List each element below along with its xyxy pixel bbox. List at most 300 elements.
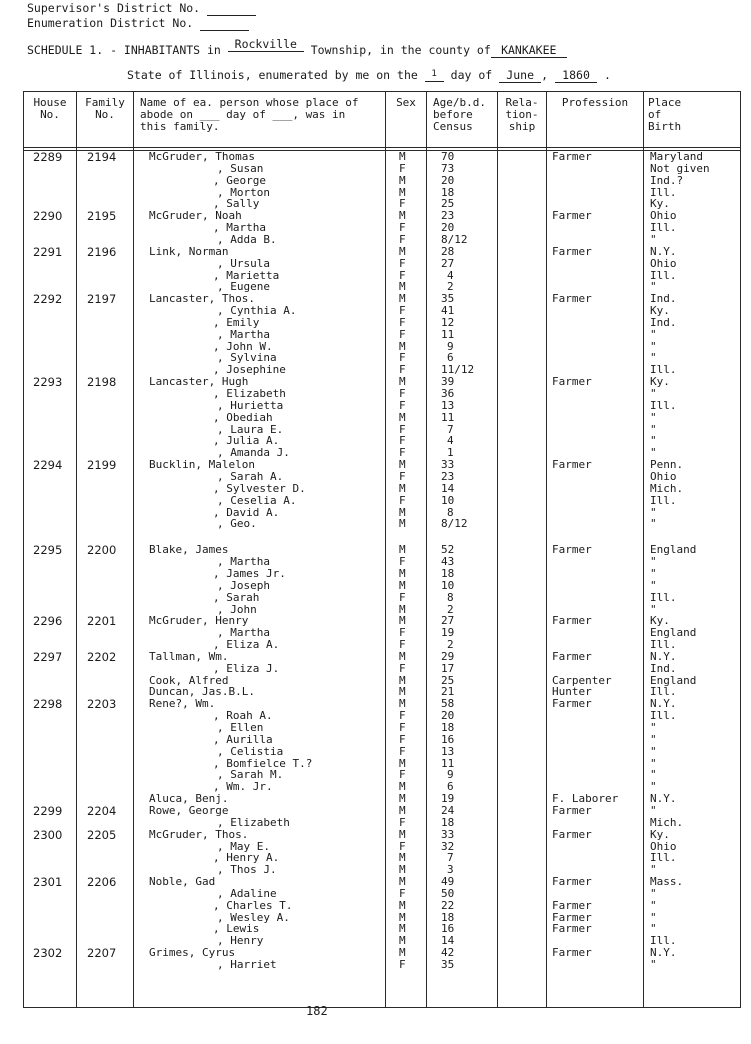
- cell-birth: England: [650, 673, 697, 687]
- cell-sex: M: [399, 375, 406, 389]
- cell-sex: F: [399, 398, 406, 412]
- cell-family: 2198: [87, 375, 117, 390]
- cell-age: 2: [447, 280, 454, 294]
- cell-name: , Elizabeth: [213, 387, 286, 400]
- cell-family: 2195: [87, 209, 117, 224]
- cell-name: Rowe, George: [149, 803, 229, 817]
- cell-sex: F: [399, 768, 406, 782]
- table-top-border: [23, 91, 741, 92]
- cell-age: 17: [441, 661, 455, 675]
- cell-age: 4: [447, 268, 454, 282]
- cell-age: 11/12: [441, 363, 475, 377]
- cell-family: 2194: [87, 150, 117, 164]
- cell-prof: Farmer: [552, 292, 592, 306]
- cell-birth: Ky.: [650, 197, 670, 211]
- table-bottom-border: [23, 1007, 741, 1008]
- cell-birth: ": [650, 387, 657, 400]
- cell-age: 11: [441, 327, 455, 341]
- cell-sex: F: [399, 661, 406, 675]
- cell-birth: ": [650, 555, 657, 569]
- cell-prof: Farmer: [552, 543, 592, 557]
- cell-sex: M: [399, 173, 406, 187]
- cell-name: , Lewis: [213, 922, 260, 936]
- cell-name: , David A.: [213, 505, 280, 519]
- cell-age: 28: [441, 244, 455, 258]
- cell-age: 32: [441, 839, 455, 853]
- cell-birth: Not given: [650, 161, 710, 175]
- cell-age: 50: [441, 886, 455, 900]
- township-name: Rockville: [228, 38, 304, 52]
- cell-age: 39: [441, 375, 455, 389]
- cell-name: , Adaline: [217, 886, 277, 900]
- cell-birth: ": [650, 327, 657, 341]
- cell-name: , Martha: [217, 555, 270, 569]
- cell-prof: Farmer: [552, 946, 592, 960]
- cell-name: Lancaster, Thos.: [149, 292, 255, 306]
- cell-age: 8/12: [441, 232, 468, 246]
- cell-age: 41: [441, 304, 455, 317]
- cell-name: , Hurietta: [217, 398, 284, 412]
- cell-age: 20: [441, 221, 455, 235]
- cell-age: 13: [441, 744, 455, 758]
- cell-name: , Emily: [213, 315, 260, 329]
- cell-birth: Ill.: [650, 221, 677, 235]
- cell-birth: ": [650, 863, 657, 877]
- cell-birth: Ky.: [650, 304, 670, 317]
- cell-age: 24: [441, 803, 455, 817]
- cell-name: , Henry: [217, 934, 264, 948]
- cell-sex: F: [399, 886, 406, 900]
- cell-sex: M: [399, 578, 406, 592]
- cell-age: 9: [447, 768, 454, 782]
- cell-house: 2296: [33, 614, 63, 629]
- cell-age: 1: [447, 446, 454, 460]
- cell-birth: N.Y.: [650, 649, 677, 663]
- cell-family: 2196: [87, 244, 117, 259]
- cell-name: , Henry A.: [213, 851, 280, 865]
- cell-name: Rene?, Wm.: [149, 697, 216, 711]
- cell-house: 2299: [33, 803, 63, 818]
- cell-house: 2292: [33, 292, 63, 307]
- cell-sex: F: [399, 709, 406, 723]
- cell-name: , John W.: [213, 339, 273, 353]
- cell-age: 18: [441, 721, 455, 734]
- cell-age: 29: [441, 649, 455, 663]
- cell-prof: Farmer: [552, 244, 592, 258]
- cell-house: 2294: [33, 458, 63, 473]
- cell-sex: M: [399, 481, 406, 495]
- cell-birth: ": [650, 280, 657, 294]
- cell-sex: M: [399, 614, 406, 628]
- cell-name: , Josephine: [213, 363, 286, 377]
- cell-sex: M: [399, 934, 406, 948]
- cell-name: , Ceselia A.: [217, 493, 297, 507]
- cell-age: 49: [441, 875, 455, 888]
- cell-name: , Martha: [217, 327, 270, 341]
- cell-birth: N.Y.: [650, 697, 677, 711]
- cell-sex: F: [399, 732, 406, 746]
- cell-age: 6: [447, 351, 454, 365]
- cell-birth: Ohio: [650, 839, 677, 853]
- cell-name: , Wesley A.: [217, 910, 290, 924]
- cell-house: 2289: [33, 150, 63, 164]
- cell-age: 18: [441, 815, 455, 829]
- cell-age: 18: [441, 910, 455, 924]
- col-divider: [497, 91, 498, 1008]
- schedule-line: SCHEDULE 1. - INHABITANTS in Rockville Township, in the county of KANKAKEE: [27, 44, 567, 58]
- cell-family: 2207: [87, 946, 117, 961]
- cell-house: 2291: [33, 244, 63, 259]
- cell-sex: M: [399, 649, 406, 663]
- cell-name: McGruder, Thos.: [149, 827, 249, 841]
- cell-birth: Ind.: [650, 661, 677, 675]
- cell-sex: M: [399, 685, 406, 699]
- cell-prof: Farmer: [552, 150, 592, 163]
- cell-sex: M: [399, 339, 406, 353]
- cell-sex: M: [399, 505, 406, 519]
- cell-name: , Celistia: [217, 744, 284, 758]
- cell-birth: ": [650, 434, 657, 448]
- cell-name: , May E.: [217, 839, 270, 853]
- cell-house: 2302: [33, 946, 63, 961]
- header-bottom-rule-2: [23, 150, 741, 151]
- col-divider: [76, 91, 77, 1008]
- cell-prof: Farmer: [552, 875, 592, 888]
- cell-birth: England: [650, 626, 697, 640]
- cell-family: 2205: [87, 827, 117, 842]
- cell-sex: M: [399, 150, 406, 163]
- cell-name: , Marietta: [213, 268, 280, 282]
- cell-name: , Julia A.: [213, 434, 280, 448]
- cell-age: 23: [441, 470, 455, 483]
- cell-birth: Ill.: [650, 185, 677, 199]
- cell-sex: M: [399, 827, 406, 841]
- cell-sex: M: [399, 875, 406, 888]
- cell-prof: Farmer: [552, 458, 592, 472]
- cell-age: 4: [447, 434, 454, 448]
- cell-birth: Ill.: [650, 685, 677, 699]
- supervisor-district-label: Supervisor's District No.: [27, 2, 256, 16]
- cell-name: , Aurilla: [213, 732, 273, 746]
- cell-sex: F: [399, 590, 406, 604]
- cell-birth: ": [650, 732, 657, 746]
- cell-birth: ": [650, 744, 657, 758]
- cell-family: 2197: [87, 292, 117, 307]
- cell-sex: M: [399, 244, 406, 258]
- cell-age: 6: [447, 780, 454, 794]
- cell-age: 2: [447, 602, 454, 616]
- cell-age: 8/12: [441, 517, 468, 531]
- cell-prof: Farmer: [552, 922, 592, 936]
- cell-birth: Ill.: [650, 638, 677, 651]
- cell-name: , Laura E.: [217, 422, 284, 436]
- cell-sex: F: [399, 268, 406, 282]
- cell-birth: Ky.: [650, 375, 670, 389]
- cell-sex: F: [399, 232, 406, 246]
- col-divider: [23, 91, 24, 1008]
- cell-name: Cook, Alfred: [149, 673, 229, 687]
- cell-sex: F: [399, 626, 406, 640]
- cell-name: Grimes, Cyrus: [149, 946, 236, 960]
- cell-age: 16: [441, 922, 455, 936]
- cell-sex: M: [399, 292, 406, 306]
- cell-birth: N.Y.: [650, 792, 677, 806]
- enumeration-day: 1: [425, 68, 444, 82]
- cell-name: , Eugene: [217, 280, 270, 294]
- col-header-sex: Sex: [396, 96, 416, 109]
- cell-sex: F: [399, 351, 406, 365]
- cell-name: , Ellen: [217, 721, 264, 734]
- cell-prof: Farmer: [552, 614, 592, 628]
- cell-sex: F: [399, 363, 406, 377]
- cell-name: Link, Norman: [149, 244, 229, 258]
- col-divider: [546, 91, 547, 1008]
- cell-sex: F: [399, 555, 406, 569]
- cell-age: 14: [441, 934, 455, 948]
- cell-age: 70: [441, 150, 455, 163]
- cell-age: 23: [441, 209, 455, 223]
- cell-age: 11: [441, 410, 455, 424]
- cell-name: , Martha: [213, 221, 266, 235]
- cell-age: 10: [441, 578, 455, 592]
- col-divider: [133, 91, 134, 1008]
- cell-name: , Wm. Jr.: [213, 780, 273, 794]
- cell-sex: M: [399, 280, 406, 294]
- cell-birth: Ind.?: [650, 173, 684, 187]
- cell-sex: F: [399, 721, 406, 734]
- cell-house: 2290: [33, 209, 63, 224]
- cell-name: , Susan: [217, 161, 264, 175]
- cell-sex: M: [399, 410, 406, 424]
- cell-prof: Farmer: [552, 375, 592, 389]
- cell-age: 25: [441, 197, 455, 211]
- cell-birth: ": [650, 780, 657, 794]
- cell-birth: Mich.: [650, 481, 684, 495]
- col-header-house: House No.: [33, 96, 67, 121]
- cell-sex: F: [399, 256, 406, 270]
- header-bottom-rule: [23, 147, 741, 148]
- cell-name: , Charles T.: [213, 898, 293, 912]
- cell-age: 20: [441, 173, 455, 187]
- cell-name: , John: [217, 602, 257, 616]
- cell-age: 27: [441, 256, 455, 270]
- cell-birth: ": [650, 756, 657, 770]
- county-name: KANKAKEE: [491, 44, 567, 58]
- cell-prof: Farmer: [552, 697, 592, 711]
- cell-name: Bucklin, Malelon: [149, 458, 255, 472]
- cell-age: 16: [441, 732, 455, 746]
- col-header-birthplace: Place of Birth: [648, 96, 682, 133]
- cell-birth: ": [650, 446, 657, 460]
- cell-age: 13: [441, 398, 455, 412]
- cell-sex: F: [399, 839, 406, 853]
- cell-age: 7: [447, 851, 454, 865]
- cell-birth: Ill.: [650, 851, 677, 865]
- cell-sex: M: [399, 756, 406, 770]
- col-header-name: Name of ea. person whose place of abode on ___ day of ___, was in this family.: [140, 96, 359, 133]
- cell-sex: F: [399, 744, 406, 758]
- cell-sex: M: [399, 946, 406, 960]
- col-divider: [740, 91, 741, 1008]
- cell-birth: ": [650, 351, 657, 365]
- cell-age: 36: [441, 387, 455, 400]
- cell-sex: M: [399, 803, 406, 817]
- cell-sex: F: [399, 446, 406, 460]
- cell-sex: M: [399, 780, 406, 794]
- census-table: [23, 91, 741, 1008]
- cell-age: 19: [441, 626, 455, 640]
- cell-age: 7: [447, 422, 454, 436]
- cell-prof: Hunter: [552, 685, 592, 699]
- col-divider: [426, 91, 427, 1008]
- cell-house: 2297: [33, 649, 63, 664]
- cell-name: , Harriet: [217, 958, 277, 971]
- cell-sex: F: [399, 387, 406, 400]
- cell-prof: Farmer: [552, 827, 592, 841]
- cell-name: , Sarah M.: [217, 768, 284, 782]
- cell-sex: M: [399, 517, 406, 531]
- cell-name: , Ursula: [217, 256, 270, 270]
- cell-sex: M: [399, 458, 406, 472]
- cell-sex: F: [399, 470, 406, 483]
- cell-birth: Ill.: [650, 934, 677, 948]
- cell-birth: ": [650, 505, 657, 519]
- cell-name: Aluca, Benj.: [149, 792, 229, 806]
- cell-birth: ": [650, 566, 657, 580]
- cell-name: , Martha: [217, 626, 270, 640]
- cell-sex: F: [399, 304, 406, 317]
- cell-sex: F: [399, 197, 406, 211]
- cell-age: 9: [447, 339, 454, 353]
- cell-birth: Ky.: [650, 827, 670, 841]
- cell-birth: ": [650, 721, 657, 734]
- cell-birth: N.Y.: [650, 244, 677, 258]
- cell-birth: ": [650, 910, 657, 924]
- cell-birth: Ky.: [650, 614, 670, 628]
- cell-birth: N.Y.: [650, 946, 677, 960]
- enumeration-year: 1860: [555, 69, 597, 83]
- cell-age: 18: [441, 566, 455, 580]
- cell-name: Duncan, Jas.B.L.: [149, 685, 255, 699]
- cell-name: , Roah A.: [213, 709, 273, 723]
- cell-family: 2202: [87, 649, 117, 664]
- state-line: State of Illinois, enumerated by me on the 1 day of June , 1860 .: [127, 68, 611, 82]
- cell-prof: Farmer: [552, 898, 592, 912]
- cell-name: Noble, Gad: [149, 875, 216, 888]
- cell-sex: M: [399, 863, 406, 877]
- cell-sex: F: [399, 315, 406, 329]
- cell-name: , Joseph: [217, 578, 270, 592]
- cell-birth: Ill.: [650, 398, 677, 412]
- cell-family: 2200: [87, 543, 117, 558]
- cell-sex: F: [399, 327, 406, 341]
- cell-age: 11: [441, 756, 455, 770]
- cell-sex: M: [399, 922, 406, 936]
- cell-birth: Ohio: [650, 209, 677, 223]
- cell-house: 2293: [33, 375, 63, 390]
- cell-family: 2203: [87, 697, 117, 712]
- cell-birth: Mich.: [650, 815, 684, 829]
- cell-birth: Ill.: [650, 493, 677, 507]
- enumeration-month: June: [499, 69, 541, 83]
- cell-sex: M: [399, 543, 406, 557]
- cell-house: 2298: [33, 697, 63, 712]
- cell-birth: ": [650, 232, 657, 246]
- cell-birth: ": [650, 422, 657, 436]
- cell-age: 8: [447, 590, 454, 604]
- enumeration-district-label: Enumeration District No.: [27, 17, 249, 31]
- cell-name: , Obediah: [213, 410, 273, 424]
- cell-birth: Ill.: [650, 268, 677, 282]
- cell-name: , Morton: [217, 185, 270, 199]
- cell-sex: F: [399, 434, 406, 448]
- cell-sex: M: [399, 792, 406, 806]
- cell-name: , Adda B.: [217, 232, 277, 246]
- cell-birth: Ill.: [650, 709, 677, 723]
- cell-sex: M: [399, 602, 406, 616]
- cell-prof: F. Laborer: [552, 792, 619, 806]
- cell-name: , Sarah: [213, 590, 260, 604]
- cell-house: 2300: [33, 827, 63, 842]
- cell-birth: ": [650, 578, 657, 592]
- cell-age: 14: [441, 481, 455, 495]
- cell-birth: ": [650, 410, 657, 424]
- cell-name: McGruder, Noah: [149, 209, 242, 223]
- cell-age: 19: [441, 792, 455, 806]
- cell-sex: M: [399, 898, 406, 912]
- col-header-family: Family No.: [85, 96, 125, 121]
- cell-age: 27: [441, 614, 455, 628]
- cell-prof: Farmer: [552, 910, 592, 924]
- page-number: 182: [306, 1004, 328, 1018]
- cell-birth: ": [650, 339, 657, 353]
- cell-name: Tallman, Wm.: [149, 649, 229, 663]
- cell-name: McGruder, Henry: [149, 614, 249, 628]
- cell-sex: M: [399, 851, 406, 865]
- cell-age: 20: [441, 709, 455, 723]
- cell-name: , Bomfielce T.?: [213, 756, 313, 770]
- cell-age: 35: [441, 292, 455, 306]
- cell-birth: ": [650, 517, 657, 531]
- cell-family: 2201: [87, 614, 117, 629]
- cell-name: , George: [213, 173, 266, 187]
- cell-house: 2301: [33, 875, 63, 889]
- cell-name: , Sarah A.: [217, 470, 284, 483]
- cell-birth: ": [650, 803, 657, 817]
- cell-birth: Ill.: [650, 590, 677, 604]
- cell-birth: ": [650, 886, 657, 900]
- cell-name: , Sylvina: [217, 351, 277, 365]
- col-divider: [385, 91, 386, 1008]
- cell-prof: Farmer: [552, 649, 592, 663]
- cell-age: 52: [441, 543, 455, 557]
- cell-house: 2295: [33, 543, 63, 558]
- cell-sex: F: [399, 161, 406, 175]
- cell-family: 2199: [87, 458, 117, 473]
- col-header-profession: Profession: [561, 96, 629, 109]
- cell-name: , James Jr.: [213, 566, 286, 580]
- cell-birth: ": [650, 768, 657, 782]
- cell-age: 42: [441, 946, 455, 960]
- cell-birth: Ind.: [650, 315, 677, 329]
- cell-sex: F: [399, 493, 406, 507]
- cell-family: 2204: [87, 803, 117, 818]
- cell-age: 8: [447, 505, 454, 519]
- cell-sex: F: [399, 221, 406, 235]
- cell-name: Blake, James: [149, 543, 229, 557]
- cell-name: , Eliza A.: [213, 638, 280, 651]
- cell-birth: ": [650, 602, 657, 616]
